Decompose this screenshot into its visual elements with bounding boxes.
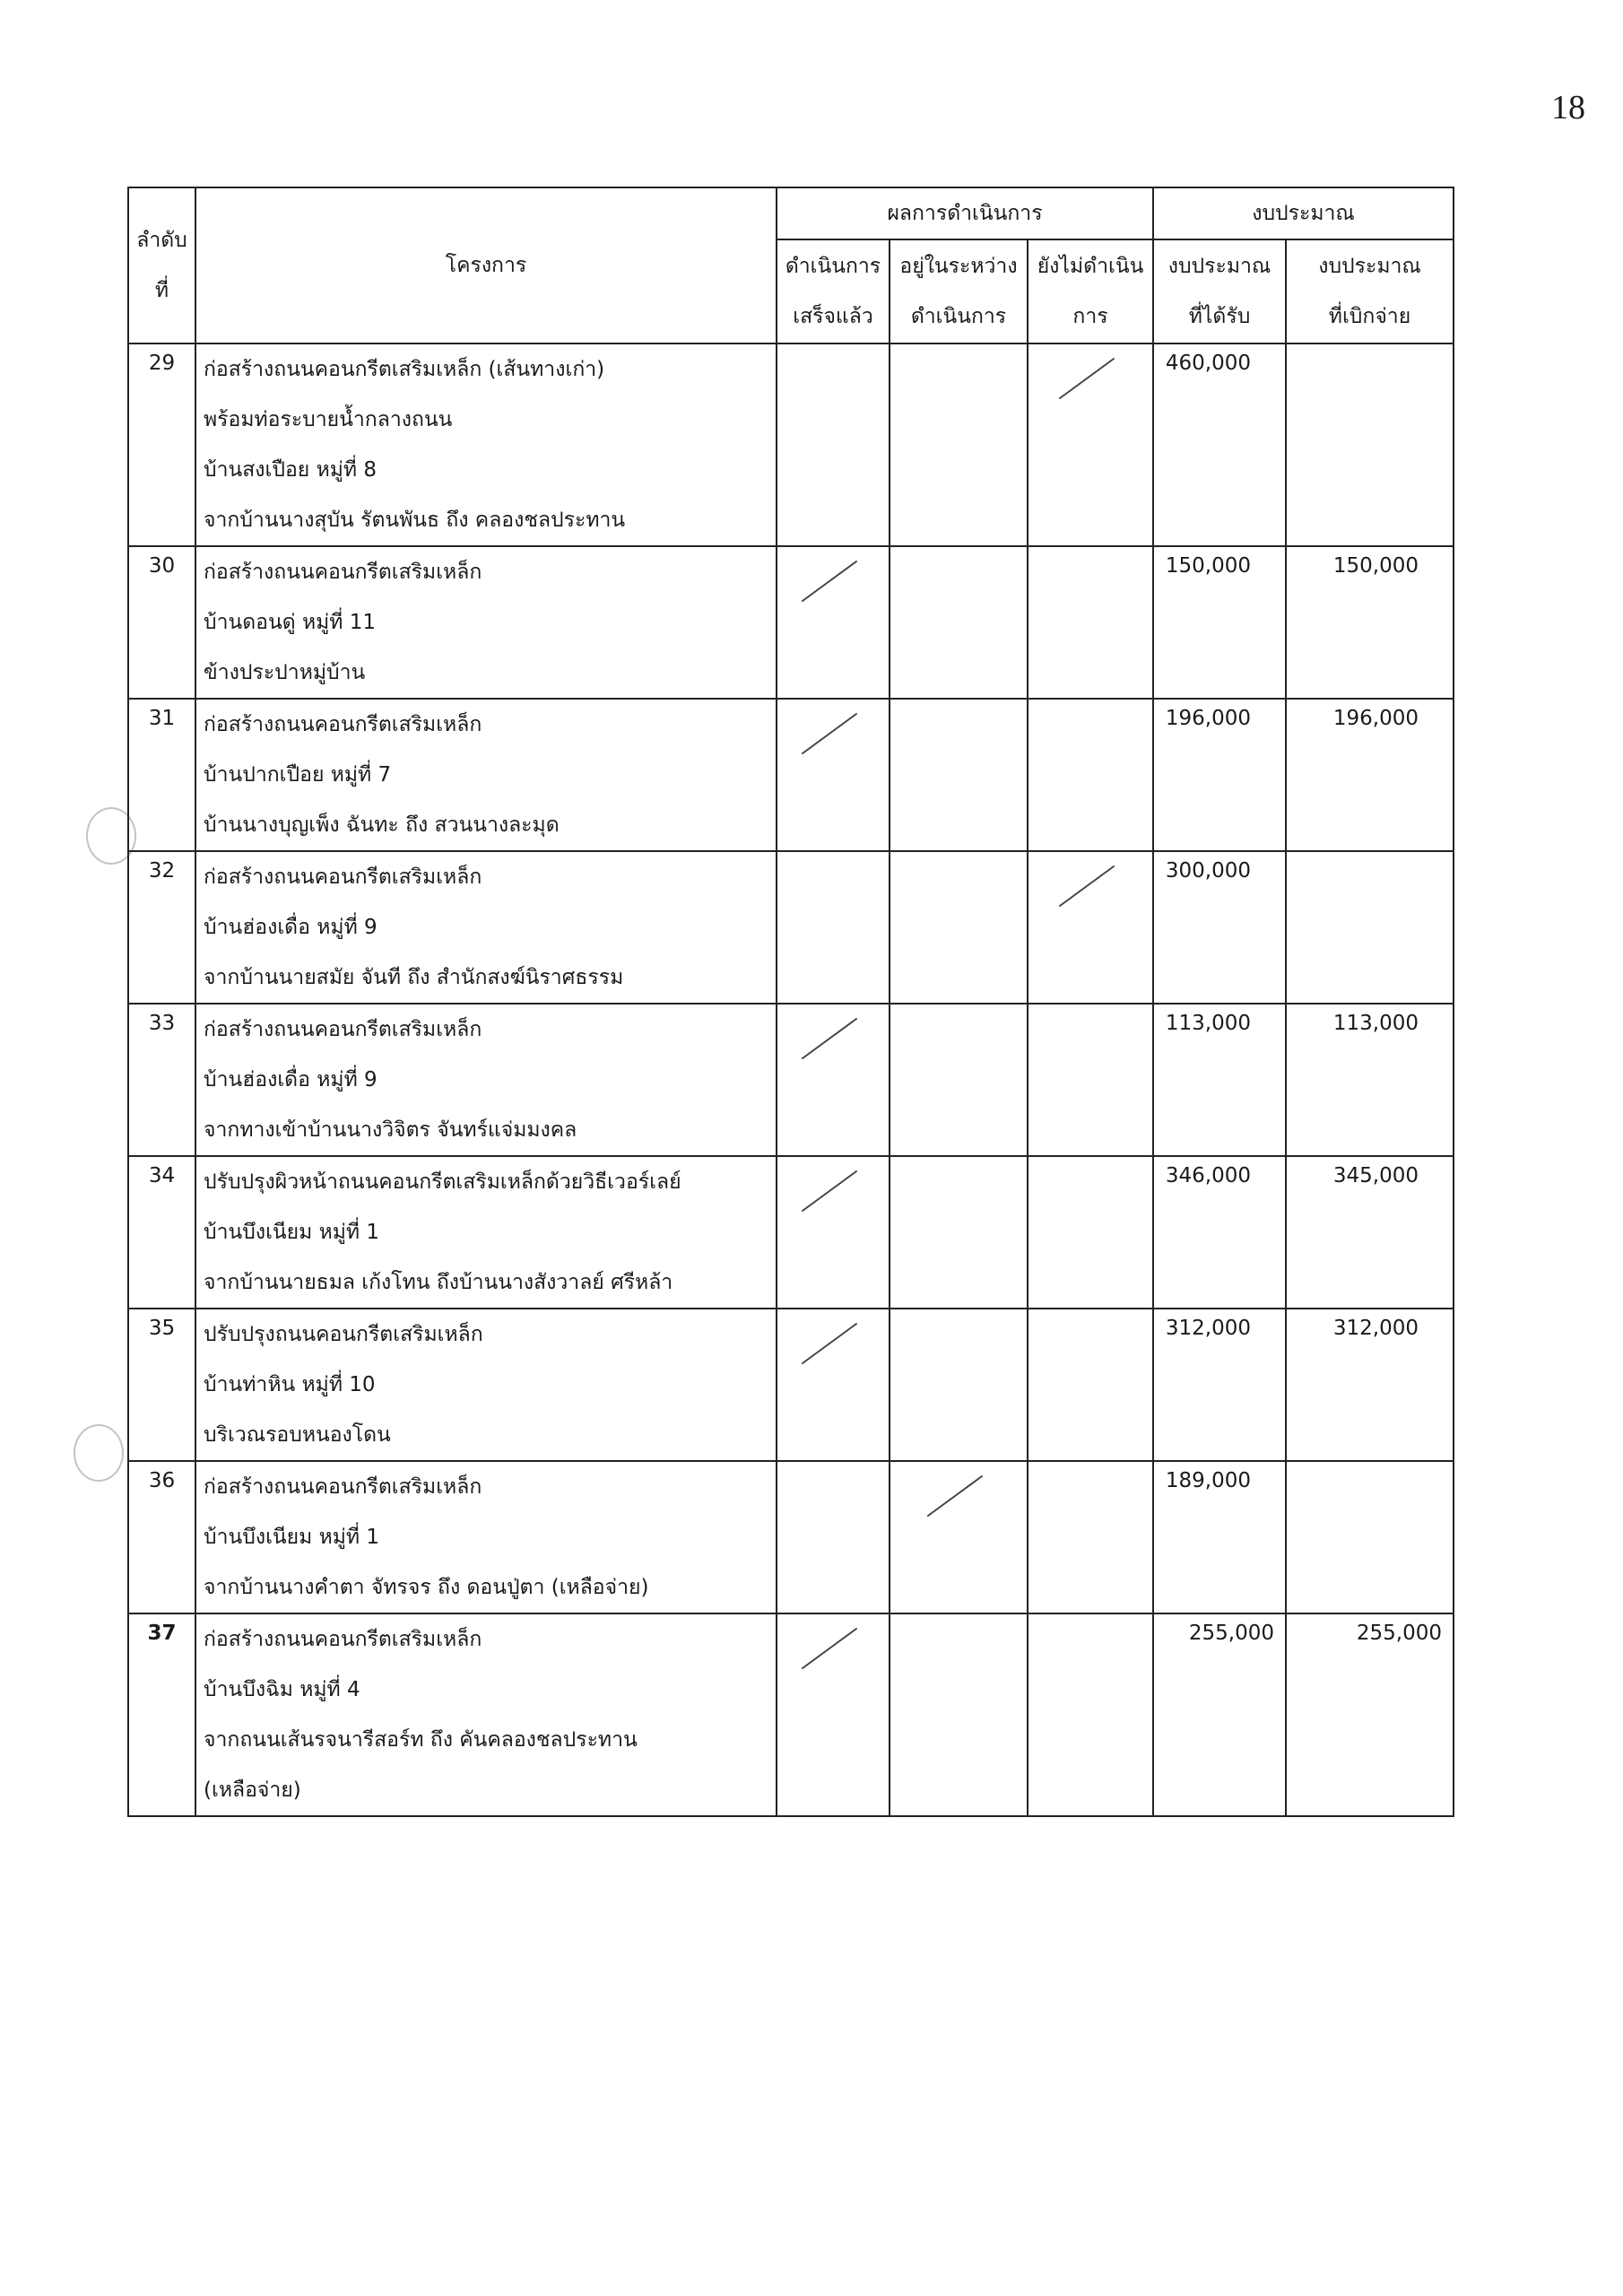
row-number: 31	[128, 699, 195, 851]
project-line: บ้านนางบุญเพ็ง ฉันทะ ถึง สวนนางละมุด	[204, 813, 560, 837]
project-line: บ้านฮ่องเดื่อ หมู่ที่ 9	[204, 1068, 378, 1091]
status-not-started-cell	[1028, 1461, 1153, 1613]
status-in-progress-cell	[890, 1461, 1028, 1613]
table-row	[128, 344, 1454, 546]
project-description	[195, 1156, 777, 1309]
status-not-started-cell	[1028, 1309, 1153, 1461]
status-not-started-cell	[1028, 1156, 1153, 1309]
project-description	[195, 1309, 777, 1461]
project-description	[195, 344, 777, 546]
col-header-budget: งบประมาณ	[1153, 187, 1454, 239]
project-line: จากทางเข้าบ้านนางวิจิตร จันทร์แจ่มมงคล	[204, 1118, 577, 1142]
col-header-budget-disbursed	[1286, 239, 1454, 344]
col-header-budget-disbursed-line1: งบประมาณ	[1318, 255, 1421, 278]
status-in-progress-cell	[890, 546, 1028, 699]
status-completed-cell	[777, 1004, 890, 1156]
table-header	[128, 187, 1454, 344]
project-line: จากถนนเส้นรจนารีสอร์ท ถึง คันคลองชลประทาน	[204, 1728, 638, 1752]
row-number: 35	[128, 1309, 195, 1461]
row-number: 29	[128, 344, 195, 546]
check-mark-icon	[799, 558, 860, 604]
col-header-in-progress-line1: อยู่ในระหว่าง	[899, 255, 1018, 278]
table-body	[128, 344, 1454, 1816]
check-mark-icon	[799, 1168, 860, 1214]
status-completed-cell	[777, 1156, 890, 1309]
budget-received: 460,000	[1153, 344, 1286, 546]
status-in-progress-cell	[890, 851, 1028, 1004]
col-header-no	[128, 187, 195, 344]
project-line: บ้านดอนดู่ หมู่ที่ 11	[204, 611, 377, 634]
budget-received: 312,000	[1153, 1309, 1286, 1461]
project-line: จากบ้านนางสุบัน รัตนพันธ ถึง คลองชลประทาน	[204, 509, 626, 532]
project-line: บ้านบึงเนียม หมู่ที่ 1	[204, 1526, 380, 1549]
status-in-progress-cell	[890, 1309, 1028, 1461]
status-completed-cell	[777, 1613, 890, 1816]
budget-disbursed: 196,000	[1286, 699, 1454, 851]
col-header-completed-line1: ดำเนินการ	[785, 255, 881, 278]
project-line: ก่อสร้างถนนคอนกรีตเสริมเหล็ก (เส้นทางเก่า)	[204, 358, 605, 381]
check-mark-icon	[799, 1015, 860, 1062]
status-not-started-cell	[1028, 1613, 1153, 1816]
table-row	[128, 851, 1454, 1004]
budget-received: 255,000	[1153, 1613, 1286, 1816]
status-not-started-cell	[1028, 699, 1153, 851]
project-line: จากบ้านนายสมัย จันที ถึง สำนักสงฆ์นิราศธรรม	[204, 966, 624, 989]
project-description	[195, 1613, 777, 1816]
budget-received: 300,000	[1153, 851, 1286, 1004]
status-completed-cell	[777, 851, 890, 1004]
check-mark-icon	[799, 1320, 860, 1367]
project-line: บ้านท่าหิน หมู่ที่ 10	[204, 1373, 376, 1396]
col-header-budget-received	[1153, 239, 1286, 344]
project-line: (เหลือจ่าย)	[204, 1779, 301, 1802]
col-header-results: ผลการดำเนินการ	[777, 187, 1153, 239]
project-table	[127, 187, 1454, 1817]
status-completed-cell	[777, 546, 890, 699]
row-number: 30	[128, 546, 195, 699]
status-in-progress-cell	[890, 344, 1028, 546]
project-description	[195, 1004, 777, 1156]
check-mark-icon	[799, 710, 860, 757]
status-not-started-cell	[1028, 851, 1153, 1004]
project-line: บริเวณรอบหนองโดน	[204, 1423, 391, 1447]
project-line: ปรับปรุงผิวหน้าถนนคอนกรีตเสริมเหล็กด้วยวิธีเวอร์เลย์	[204, 1170, 681, 1194]
project-line: บ้านฮ่องเดื่อ หมู่ที่ 9	[204, 916, 378, 939]
project-line: พร้อมท่อระบายน้ำกลางถนน	[204, 408, 453, 431]
project-line: ปรับปรุงถนนคอนกรีตเสริมเหล็ก	[204, 1323, 483, 1346]
table-row	[128, 1461, 1454, 1613]
status-completed-cell	[777, 344, 890, 546]
status-not-started-cell	[1028, 546, 1153, 699]
status-in-progress-cell	[890, 1613, 1028, 1816]
col-header-not-started	[1028, 239, 1153, 344]
row-number: 34	[128, 1156, 195, 1309]
project-line: บ้านบึงเนียม หมู่ที่ 1	[204, 1221, 380, 1244]
status-completed-cell	[777, 1309, 890, 1461]
status-in-progress-cell	[890, 1156, 1028, 1309]
col-header-not-started-line2: การ	[1072, 305, 1108, 328]
table-row	[128, 1309, 1454, 1461]
col-header-no-line2: ที่	[154, 279, 169, 302]
col-header-budget-received-line2: ที่ได้รับ	[1188, 305, 1251, 328]
budget-disbursed	[1286, 851, 1454, 1004]
col-header-no-line1: ลำดับ	[136, 229, 187, 252]
row-number: 37	[128, 1613, 195, 1816]
check-mark-icon	[924, 1473, 985, 1519]
table-row	[128, 1613, 1454, 1816]
project-line: บ้านบึงฉิม หมู่ที่ 4	[204, 1678, 360, 1701]
status-not-started-cell	[1028, 344, 1153, 546]
project-description	[195, 1461, 777, 1613]
col-header-budget-disbursed-line2: ที่เบิกจ่าย	[1328, 305, 1411, 328]
status-not-started-cell	[1028, 1004, 1153, 1156]
check-mark-icon	[1056, 863, 1117, 909]
project-line: จากบ้านนางคำตา จัทรจร ถึง ดอนปู่ตา (เหลือจ่าย)	[204, 1576, 649, 1599]
col-header-completed-line2: เสร็จแล้ว	[793, 305, 873, 328]
table-row	[128, 1004, 1454, 1156]
punch-hole	[74, 1424, 124, 1482]
col-header-in-progress-line2: ดำเนินการ	[910, 305, 1007, 328]
project-line: ก่อสร้างถนนคอนกรีตเสริมเหล็ก	[204, 713, 482, 736]
project-description	[195, 851, 777, 1004]
budget-disbursed: 113,000	[1286, 1004, 1454, 1156]
budget-received: 150,000	[1153, 546, 1286, 699]
table-row	[128, 1156, 1454, 1309]
project-line: บ้านสงเปือย หมู่ที่ 8	[204, 458, 377, 482]
status-in-progress-cell	[890, 1004, 1028, 1156]
col-header-completed	[777, 239, 890, 344]
status-completed-cell	[777, 1461, 890, 1613]
budget-received: 189,000	[1153, 1461, 1286, 1613]
row-number: 33	[128, 1004, 195, 1156]
col-header-budget-received-line1: งบประมาณ	[1167, 255, 1271, 278]
budget-disbursed: 345,000	[1286, 1156, 1454, 1309]
project-line: ก่อสร้างถนนคอนกรีตเสริมเหล็ก	[204, 865, 482, 889]
table-row	[128, 546, 1454, 699]
project-line: จากบ้านนายธมล เก้งโทน ถึงบ้านนางสังวาลย์ ศรีหล้า	[204, 1271, 673, 1294]
project-description	[195, 699, 777, 851]
project-line: ก่อสร้างถนนคอนกรีตเสริมเหล็ก	[204, 561, 482, 584]
check-mark-icon	[799, 1625, 860, 1672]
budget-disbursed: 150,000	[1286, 546, 1454, 699]
project-description	[195, 546, 777, 699]
budget-received: 346,000	[1153, 1156, 1286, 1309]
project-line: ก่อสร้างถนนคอนกรีตเสริมเหล็ก	[204, 1628, 482, 1651]
col-header-not-started-line1: ยังไม่ดำเนิน	[1037, 255, 1144, 278]
budget-disbursed: 255,000	[1286, 1613, 1454, 1816]
page-number: 18	[1551, 89, 1585, 126]
budget-received: 113,000	[1153, 1004, 1286, 1156]
col-header-project: โครงการ	[195, 187, 777, 344]
project-line: ข้างประปาหมู่บ้าน	[204, 661, 366, 684]
budget-disbursed	[1286, 1461, 1454, 1613]
budget-received: 196,000	[1153, 699, 1286, 851]
status-in-progress-cell	[890, 699, 1028, 851]
budget-disbursed: 312,000	[1286, 1309, 1454, 1461]
row-number: 36	[128, 1461, 195, 1613]
col-header-in-progress	[890, 239, 1028, 344]
row-number: 32	[128, 851, 195, 1004]
table-row	[128, 699, 1454, 851]
budget-disbursed	[1286, 344, 1454, 546]
project-line: บ้านปากเปือย หมู่ที่ 7	[204, 763, 392, 787]
project-line: ก่อสร้างถนนคอนกรีตเสริมเหล็ก	[204, 1018, 482, 1041]
status-completed-cell	[777, 699, 890, 851]
project-line: ก่อสร้างถนนคอนกรีตเสริมเหล็ก	[204, 1475, 482, 1499]
check-mark-icon	[1056, 355, 1117, 402]
